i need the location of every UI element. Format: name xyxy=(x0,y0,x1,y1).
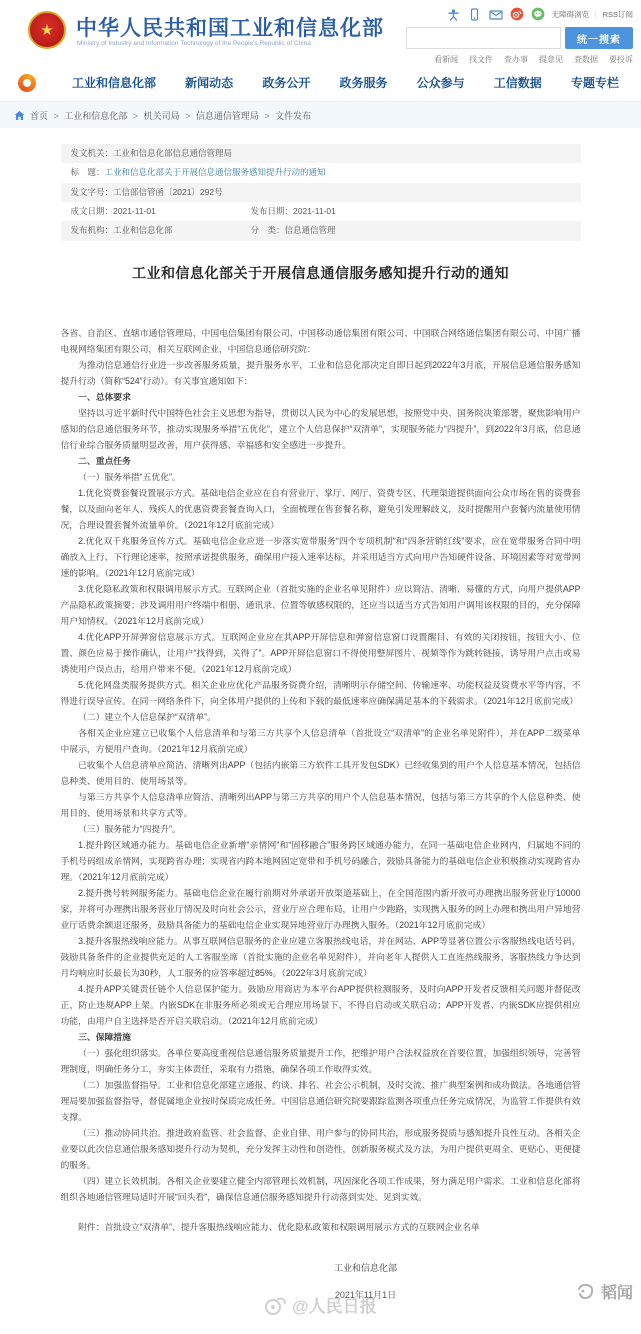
brand-watermark xyxy=(575,1280,633,1303)
meta-row xyxy=(61,202,581,221)
doc-paragraph: 三、保障措施 xyxy=(78,1031,131,1042)
document-content xyxy=(61,144,581,1301)
doc-paragraph: 1.提升跨区域通办能力。基础电信企业新增“亲情网”和“固移融合”服务跨区域通办能力，在同一基础电信企业网内，归属地不同的手机号码组成亲情网，实现跨省办理；实现省内跨本地网固定宽带和手机号码融合，鼓励具备能力的基础电信企业积极推动实现跨省办理。（2021年12月底前完成） xyxy=(60,839,581,882)
doc-paragraph: （二）加强监督指导。工业和信息化部建立通报、约谈、排名、社会公示机制，及时交流、推广典型案例和成功做法。各地通信管理局要加强监督指导，督促属地企业按时保质完成任务。中国信息通信研究院要跟踪监测各项重点任务完成情况，为监管工作提供有效支撑。 xyxy=(60,1079,581,1122)
breadcrumb-item[interactable]: > 工业和信息化部 xyxy=(48,111,127,121)
doc-paragraph: 2.提升携号转网服务能力。基础电信企业在履行前期对外承诺开放渠道基础上，在全国范围内新开放可办理携出服务营业厅10000家，并将可办理携出服务营业厅情况及时向社会公示，营业厅应合理布局，让用户少跑路，实现携入服务的网上办理和携出用户异地营业厅话费余额退还服务，鼓励具备能力的基础电信企业实现异地营业厅办理携入服务。（2021年12月底前完成） xyxy=(60,887,581,930)
search-bar xyxy=(406,27,633,49)
mail-icon[interactable] xyxy=(489,7,503,21)
utility-bar xyxy=(447,7,633,21)
site-header xyxy=(0,0,641,64)
weibo-watermark-text: @人民日报 xyxy=(292,1297,377,1316)
doc-paragraph: 2.优化双千兆服务宣传方式。基础电信企业应进一步落实宽带服务“四个专项机制”和“四条营销红线”要求，应在宽带服务合同中明确放入上行、下行理论速率，按照承诺提供服务，确保用户接入速率达标，并采用适当方式向用户告知硬件设备、环境因素等对宽带网速的影响。（2021年12月底前完成） xyxy=(60,535,581,578)
meta-cell xyxy=(251,207,571,216)
breadcrumb-item[interactable]: > 机关司局 xyxy=(127,111,179,121)
breadcrumb-items xyxy=(30,109,311,122)
quick-link[interactable]: 提意见 xyxy=(539,55,563,64)
meta-cell xyxy=(71,188,251,197)
document-body xyxy=(61,325,581,1235)
meta-value: 2021-11-01 xyxy=(113,206,156,217)
meta-row xyxy=(61,221,581,240)
nav-item[interactable]: 工业和信息化部 xyxy=(72,76,157,90)
accessibility-icon[interactable] xyxy=(447,7,461,21)
star-icon: ★ xyxy=(40,21,54,39)
search-button[interactable]: 统一搜索 xyxy=(565,27,633,49)
nav-item[interactable]: 专题专栏 xyxy=(570,76,619,90)
nav-items xyxy=(72,74,619,91)
breadcrumb-item[interactable]: > 信息通信管理局 xyxy=(180,111,259,121)
meta-cell xyxy=(70,167,326,178)
national-emblem-logo xyxy=(28,11,66,49)
doc-paragraph: 附件：首批设立“双清单”、提升客服热线响应能力、优化隐私政策和权限调用展示方式的互联网企业名单 xyxy=(78,1221,480,1232)
quick-link[interactable]: 查办事 xyxy=(504,55,528,64)
meta-cell xyxy=(71,149,251,158)
nav-item[interactable]: 新闻动态 xyxy=(185,76,234,90)
meta-label: 标 题： xyxy=(70,167,105,178)
brand-watermark-text: 韬闻 xyxy=(600,1285,633,1302)
doc-paragraph: （一）服务举措“五优化”。 xyxy=(78,471,181,482)
quick-link[interactable]: 查数据 xyxy=(574,55,598,64)
main-nav xyxy=(0,64,641,102)
doc-paragraph: 4.优化APP开屏弹窗信息展示方式。互联网企业应在其APP开屏信息和弹窗信息窗口设置醒目、有效的关闭按钮，按钮大小、位置、颜色应易于操作确认，让用户“找得到，关得了”。APP开屏信息窗口不得使用整屏图片、视频等作为跳转链接，诱导用户点击或易诱使用户误点击，给用户带来不便。（2021年12月底前完成） xyxy=(60,631,581,674)
doc-paragraph: 3.优化隐私政策和权限调用展示方式。互联网企业（首批实施的企业名单见附件）应以简洁、清晰、易懂的方式，向用户提供APP产品隐私政策摘要；涉及调用用户终端中相册、通讯录、位置等敏感权限的，还应当以适当方式告知用户调用该权限的目的，充分保障用户知情权。（2021年12月底前完成） xyxy=(60,583,581,626)
doc-paragraph: （四）建立长效机制。各相关企业要建立健全内部管理长效机制，巩固深化各项工作成果，努力满足用户需求。工业和信息化部将组织各地通信管理局适时开展“回头看”，确保信息通信服务感知提升行动落到实处、见到实效。 xyxy=(60,1175,581,1202)
document-title: 工业和信息化部关于开展信息通信服务感知提升行动的通知 xyxy=(132,264,509,281)
signature-authority: 工业和信息化部 xyxy=(333,1262,397,1273)
meta-cell xyxy=(71,226,251,235)
meta-value: 工业和信息化部信息通信管理局 xyxy=(113,148,233,158)
search-input[interactable] xyxy=(406,27,561,49)
utility-link[interactable]: ｜ RSS订阅 xyxy=(589,9,633,20)
meta-value: 信息通信管理 xyxy=(284,225,336,236)
doc-paragraph: （三）服务能力“四提升”。 xyxy=(78,823,181,834)
breadcrumb-item[interactable]: 首页 xyxy=(30,110,49,121)
meta-value: 工业和信息化部 xyxy=(113,225,173,236)
site-title: 中华人民共和国工业和信息化部 xyxy=(76,17,384,40)
quick-links xyxy=(434,54,633,65)
doc-paragraph: 5.优化网盘类服务提供方式。相关企业应优化产品服务资费介绍，清晰明示存储空间、传输速率、功能权益及资费水平等内容，不得进行误导宣传。在同一网络条件下，向全体用户提供的上传和下载的最低速率应确保满足基本的下载需求。（2021年12月底前完成） xyxy=(60,679,581,706)
doc-paragraph: 坚持以习近平新时代中国特色社会主义思想为指导，贯彻以人民为中心的发展思想，按照党中央、国务院决策部署，聚焦影响用户感知的信息通信服务环节，推动实现服务举措“五优化”，建立个人信息保护“双清单”，实现服务能力“四提升”，到2022年3月底，信息通信行业综合服务质量明显改善，用户获得感、幸福感和安全感进一步提升。 xyxy=(60,407,581,450)
quick-link[interactable]: 看新闻 xyxy=(434,55,458,64)
doc-paragraph: 与第三方共享个人信息清单应简洁、清晰列出APP与第三方共享的用户个人信息基本情况，包括与第三方共享的个人信息种类、使用目的、使用场景和共享方式等。 xyxy=(60,791,581,818)
doc-paragraph: 4.提升APP关键责任链个人信息保护能力。鼓励应用商店为本平台APP提供检测服务，及时向APP开发者反馈相关问题并督促改正，防止违规APP上架。内嵌SDK在非服务所必须或无合理应用场景下，不得自启动或关联启动；APP开发者、内嵌SDK应提供相应功能，由用户自主选择是否开启关联启动。（2021年12月底前完成） xyxy=(60,983,581,1026)
meta-label: 成文日期： xyxy=(70,206,114,217)
doc-paragraph: （二）建立个人信息保护“双清单”。 xyxy=(78,711,216,722)
doc-paragraph: 各相关企业应建立已收集个人信息清单和与第三方共享个人信息清单（首批设立“双清单”的企业名单见附件），并在APP二级菜单中展示，方便用户查询。（2021年12月底前完成） xyxy=(60,727,581,754)
breadcrumb-item[interactable]: > 文件发布 xyxy=(259,111,311,121)
doc-paragraph: 一、总体要求 xyxy=(78,391,131,402)
nav-item[interactable]: 政务服务 xyxy=(339,76,388,90)
home-icon[interactable] xyxy=(14,110,25,121)
meta-cell xyxy=(71,207,251,216)
meta-value: 工信部信管函〔2021〕292号 xyxy=(113,186,223,197)
meta-row xyxy=(61,144,581,163)
weibo-icon[interactable] xyxy=(510,7,524,21)
doc-paragraph: 3.提升客服热线响应能力。从事互联网信息服务的企业应建立客服热线电话，并在网站、APP等显著位置公示客服热线电话号码，鼓励具备条件的企业提供充足的人工客服坐席（首批实施的企业名单见附件），并向老年人提供人工直连热线服务，客服热线力争达到月均响应时长最长为30秒，人工服务的应答率超过85%。（2022年3月底前完成） xyxy=(60,935,581,978)
doc-paragraph: 1.优化资费套餐设置展示方式。基础电信企业应在自有营业厅、掌厅、网厅、资费专区、代理渠道提供面向公众市场在售的资费套餐，以及面向老年人、残疾人的优惠资费套餐查询入口，全面梳理在售套餐名称，避免引发理解歧义，及时提醒用户套餐内流量使用情况，合理设置套餐外流量单价。（2021年12月底前完成） xyxy=(60,487,581,530)
doc-paragraph: 二、重点任务 xyxy=(78,455,131,466)
breadcrumb xyxy=(0,102,641,128)
meta-label: 发布日期： xyxy=(250,206,294,217)
meta-row xyxy=(61,163,581,182)
wechat-icon[interactable] xyxy=(531,7,545,21)
quick-link[interactable]: 找文件 xyxy=(469,55,493,64)
doc-meta-table xyxy=(61,144,581,241)
nav-item[interactable]: 公众参与 xyxy=(416,76,465,90)
meta-label: 分 类： xyxy=(250,225,285,236)
meta-value: 2021-11-01 xyxy=(293,206,336,217)
doc-paragraph: 已收集个人信息清单应简洁、清晰列出APP（包括内嵌第三方软件工具开发包SDK）已经收集到的用户个人信息基本情况，包括信息种类、使用目的、使用场景等。 xyxy=(60,759,581,786)
meta-value: 工业和信息化部关于开展信息通信服务感知提升行动的通知 xyxy=(104,167,326,178)
nav-item[interactable]: 工信数据 xyxy=(493,76,542,90)
meta-row xyxy=(61,183,581,202)
signature-date: 2021年11月1日 xyxy=(334,1289,397,1300)
meta-label: 发文字号： xyxy=(70,186,114,197)
utility-link[interactable]: 无障碍浏览 xyxy=(551,9,590,19)
utility-links xyxy=(552,9,633,20)
meta-label: 发文机关： xyxy=(70,148,114,158)
meta-label: 发布机构： xyxy=(70,225,114,236)
brand-watermark-icon xyxy=(575,1281,597,1303)
doc-paragraph: （三）推动协同共治。推进政府监管、社会监督、企业自律、用户参与的协同共治，形成服务提质与感知提升良性互动。各相关企业要以此次信息通信服务感知提升行动为契机，充分发挥主动性和创造性，创新服务模式及方法，为用户提供更周全、更贴心、更便捷的服务。 xyxy=(60,1127,581,1170)
miit-swirl-logo-icon xyxy=(18,74,36,92)
doc-paragraph: 各省、自治区、直辖市通信管理局，中国电信集团有限公司、中国移动通信集团有限公司、中国联合网络通信集团有限公司、中国广播电视网络集团有限公司，相关互联网企业，中国信息通信研究院： xyxy=(60,327,581,354)
meta-cell xyxy=(251,168,571,177)
doc-paragraph: 为推动信息通信行业进一步改善服务质量，提升服务水平，工业和信息化部决定自即日起到2022年3月底，开展信息通信服务感知提升行动（简称“524”行动）。有关事宜通知如下： xyxy=(60,359,581,386)
meta-cell xyxy=(251,226,571,235)
meta-cell xyxy=(251,149,571,158)
quick-link[interactable]: 要投诉 xyxy=(609,55,633,64)
doc-paragraph: （一）强化组织落实。各单位要高度重视信息通信服务质量提升工作，把维护用户合法权益放在首要位置，加强组织领导，完善管理制度，明确任务分工，夯实主体责任，采取有力措施，确保各项工作取得实效。 xyxy=(60,1047,581,1074)
site-subtitle: Ministry of Industry and Information Technology of the People's Republic of China xyxy=(77,40,311,47)
signature-block xyxy=(281,1261,451,1301)
mobile-icon[interactable] xyxy=(468,7,482,21)
meta-cell xyxy=(251,188,571,197)
nav-item[interactable]: 政务公开 xyxy=(262,76,311,90)
